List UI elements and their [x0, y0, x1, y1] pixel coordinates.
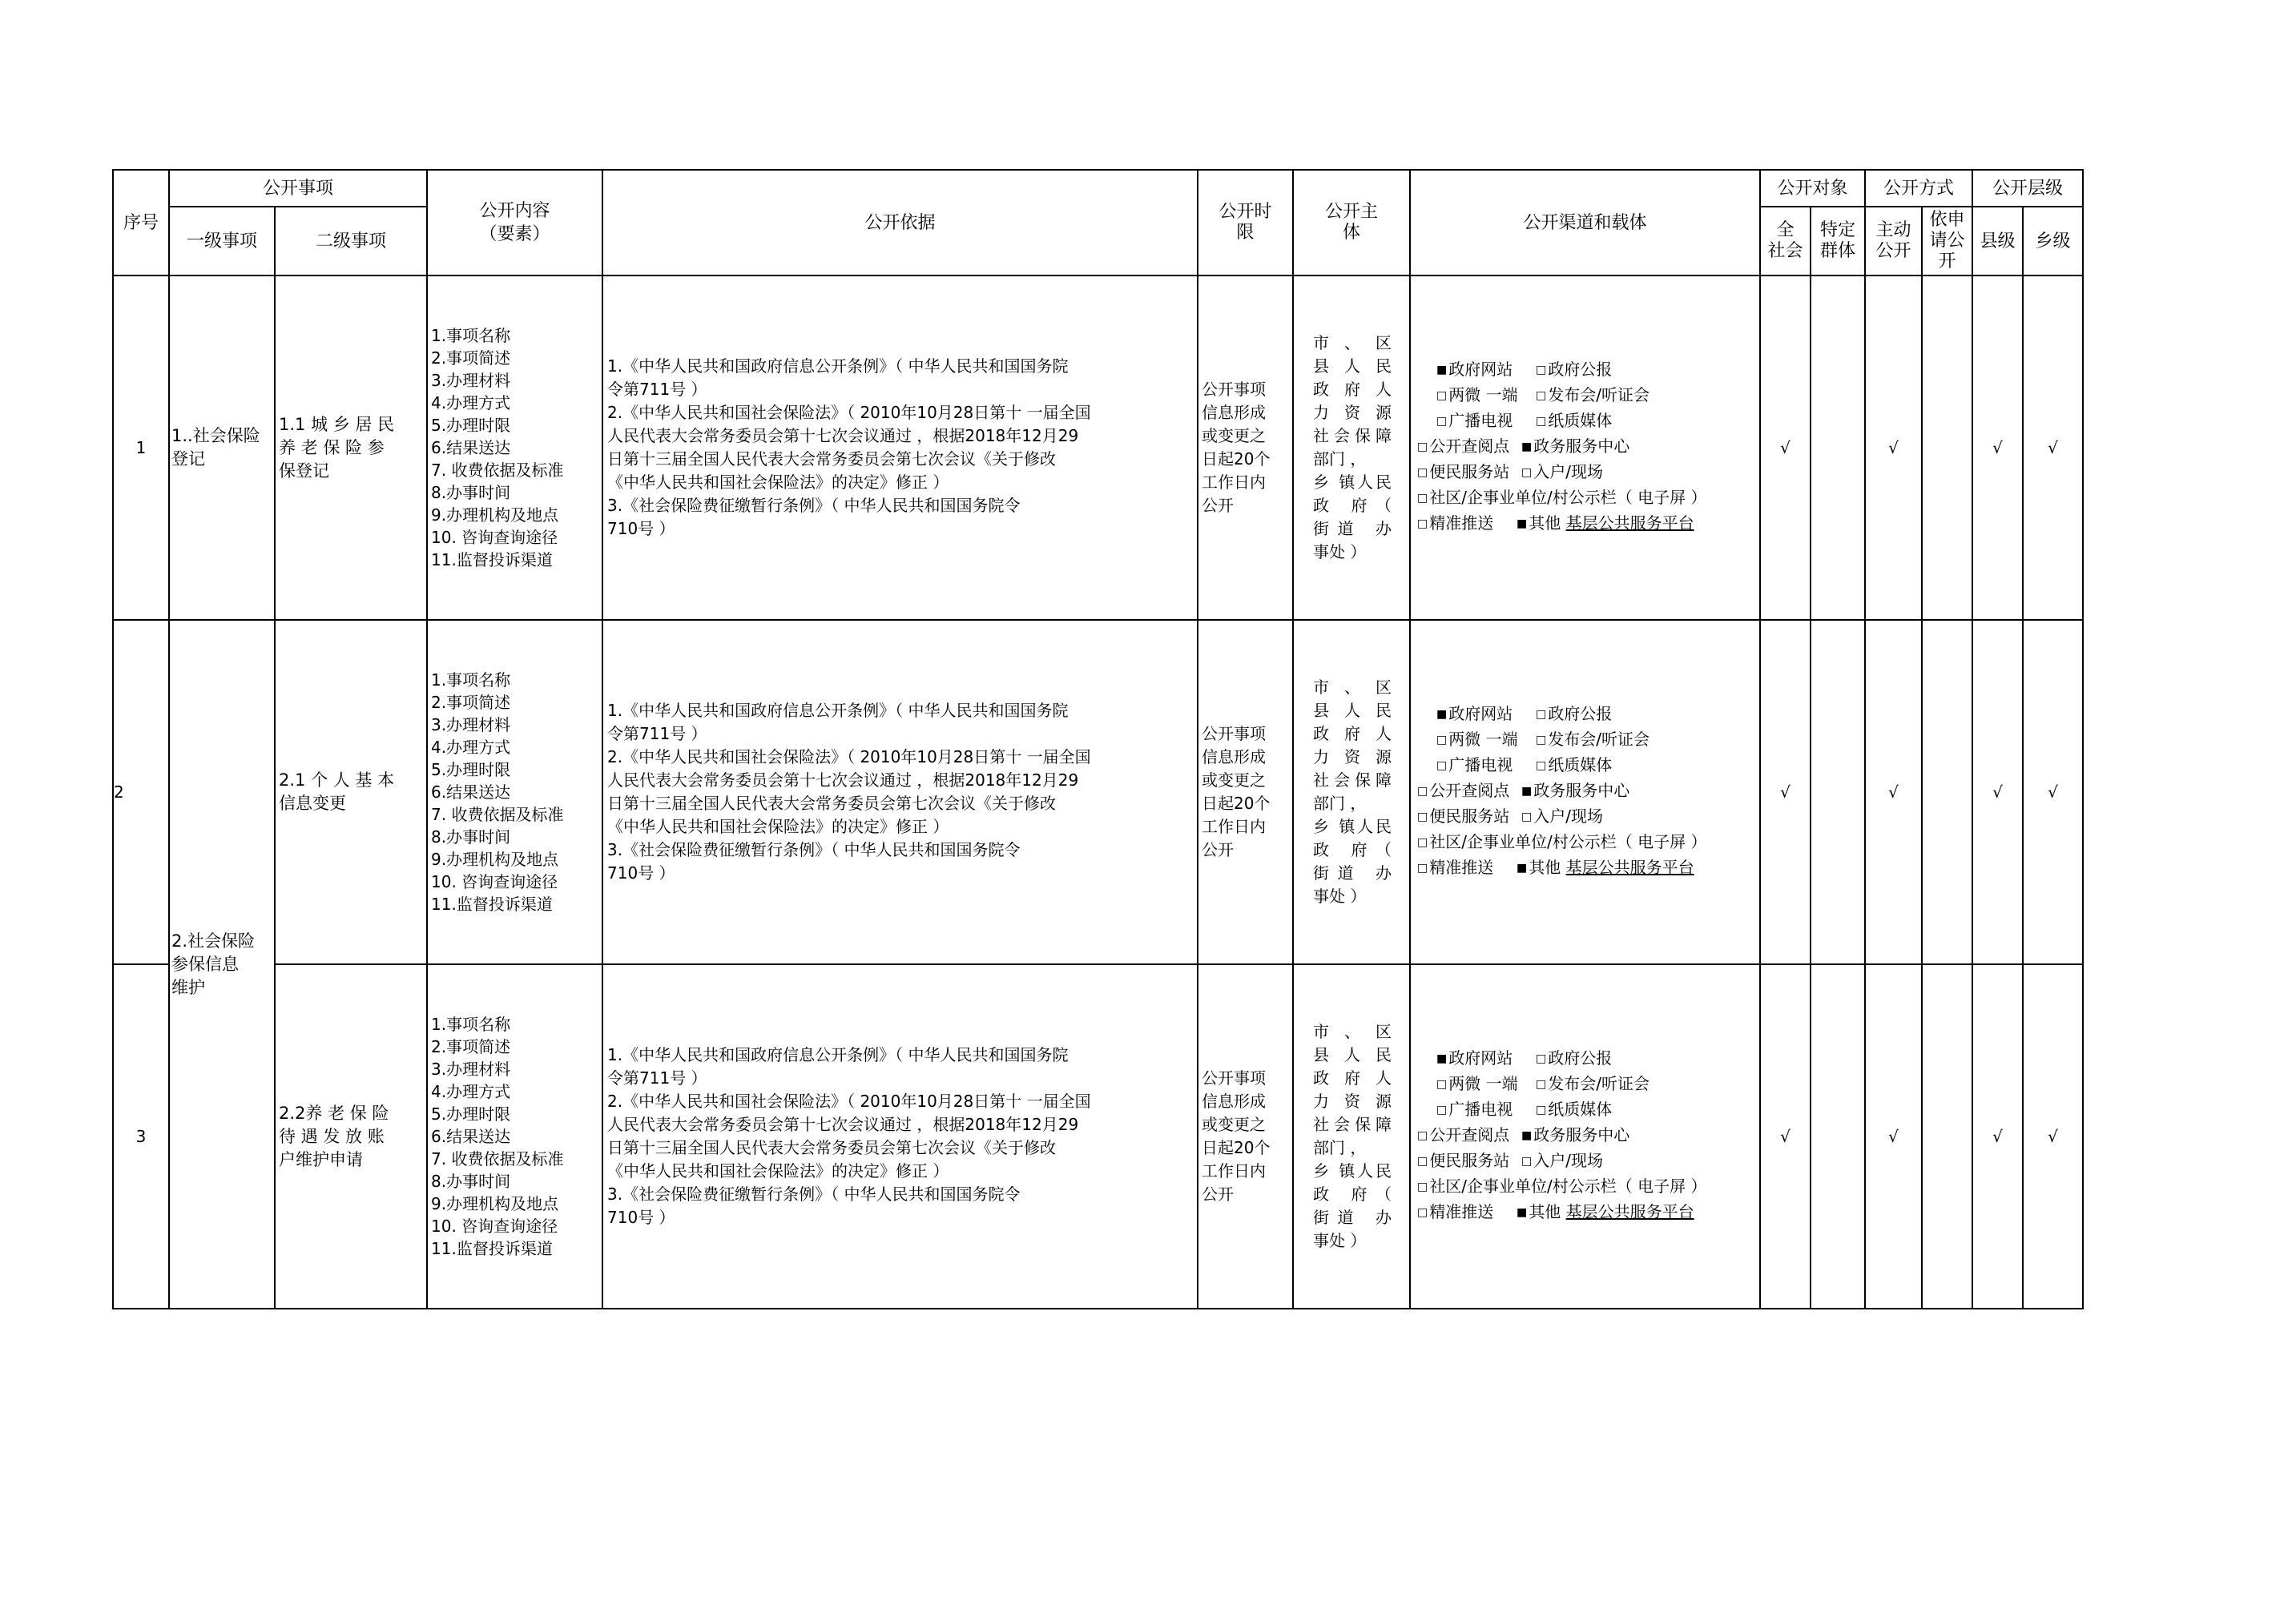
level1-cell: 2.社会保险 参保信息 维护 — [169, 620, 275, 1309]
channels-cell: ■ 政府网站 □ 政府公报 □ 两微 一端 □ 发布会/听证会 □ 广播电视 □ 纸质媒体 □ 公开查阅点 ■ 政务服务中心 □ 便民服务站 □ 入户/现场 □ 社区/企事业单位/村公示栏（ 电子屏 ） □ 精准推送 ■ 其他 基层公共服务平台 — [1410, 964, 1760, 1309]
seq-cell: 1 — [113, 276, 169, 620]
method-active-check: √ — [1865, 276, 1922, 620]
method-header: 公开方式 — [1865, 170, 1972, 207]
level-township-check: √ — [2023, 964, 2083, 1309]
level2-item-header: 二级事项 — [275, 207, 427, 276]
channels-cell: ■ 政府网站 □ 政府公报 □ 两微 一端 □ 发布会/听证会 □ 广播电视 □ 纸质媒体 □ 公开查阅点 ■ 政务服务中心 □ 便民服务站 □ 入户/现场 □ 社区/企事业单位/村公示栏（ 电子屏 ） □ 精准推送 ■ 其他 基层公共服务平台 — [1410, 276, 1760, 620]
level-header: 公开层级 — [1972, 170, 2083, 207]
target-specific-header: 特定 群体 — [1811, 207, 1865, 276]
level1-cell: 1..社会保险 登记 — [169, 276, 275, 620]
level-county-header: 县级 — [1972, 207, 2023, 276]
target-header: 公开对象 — [1760, 170, 1865, 207]
disclosure-item-header: 公开事项 — [169, 170, 427, 207]
level-county-check: √ — [1972, 276, 2023, 620]
contents-cell: 1.事项名称 2.事项简述 3.办理材料 4.办理方式 5.办理时限 6.结果送达 7. 收费依据及标准 8.办事时间 9.办理机构及地点 10. 咨询查询途径 11.监督投诉渠道 — [427, 620, 602, 964]
level2-cell: 2.2养 老 保 险 待 遇 发 放 账 户维护申请 — [275, 964, 427, 1309]
contents-cell: 1.事项名称 2.事项简述 3.办理材料 4.办理方式 5.办理时限 6.结果送达 7. 收费依据及标准 8.办事时间 9.办理机构及地点 10. 咨询查询途径 11.监督投诉渠道 — [427, 276, 602, 620]
disclosure-table — [112, 169, 2084, 1309]
method-active-check: √ — [1865, 964, 1922, 1309]
target-specific-check — [1811, 964, 1865, 1309]
method-request-check — [1922, 276, 1972, 620]
header-row-1 — [113, 170, 2083, 207]
seq-header: 序号 — [113, 170, 169, 276]
table-row — [113, 964, 2083, 1309]
time-limit-cell: 公开事项 信息形成 或变更之 日起20个 工作日内 公开 — [1198, 964, 1293, 1309]
time-limit-header: 公开时 限 — [1198, 170, 1293, 276]
basis-cell: 1.《中华人民共和国政府信息公开条例》（ 中华人民共和国国务院 令第711号 ） 2.《中华人民共和国社会保险法》（ 2010年10月28日第十 一届全国 人民代表大会常务委员会第十七次会议通过 ，根据2018年12月29 日第十三届全国人民代表大会常务委员会第七次会议《关于修改 《中华人民共和国社会保险法》的决定》修正 ） 3.《社会保险费征缴暂行条例》（ 中华人民共和国国务院令 710号 ） — [602, 276, 1198, 620]
level1-item-header: 一级事项 — [169, 207, 275, 276]
target-all-header: 全 社会 — [1760, 207, 1811, 276]
subject-cell: 市 、 区 县 人 民 政 府 人 力 资 源 社会保障 部门 ， 乡 镇人民 政 府（ 街道 办 事处 ） — [1293, 620, 1410, 964]
level-township-check: √ — [2023, 620, 2083, 964]
method-request-check — [1922, 964, 1972, 1309]
subject-cell: 市 、 区 县 人 民 政 府 人 力 资 源 社会保障 部门 ， 乡 镇人民 政 府（ 街道 办 事处 ） — [1293, 276, 1410, 620]
basis-cell: 1.《中华人民共和国政府信息公开条例》（ 中华人民共和国国务院 令第711号 ） 2.《中华人民共和国社会保险法》（ 2010年10月28日第十 一届全国 人民代表大会常务委员会第十七次会议通过 ，根据2018年12月29 日第十三届全国人民代表大会常务委员会第七次会议《关于修改 《中华人民共和国社会保险法》的决定》修正 ） 3.《社会保险费征缴暂行条例》（ 中华人民共和国国务院令 710号 ） — [602, 964, 1198, 1309]
level2-cell: 2.1 个 人 基 本 信息变更 — [275, 620, 427, 964]
method-active-header: 主动 公开 — [1865, 207, 1922, 276]
target-all-check: √ — [1760, 620, 1811, 964]
level-county-check: √ — [1972, 620, 2023, 964]
table-row — [113, 620, 2083, 964]
level-township-header: 乡级 — [2023, 207, 2083, 276]
channel-header: 公开渠道和载体 — [1410, 170, 1760, 276]
level-county-check: √ — [1972, 964, 2023, 1309]
time-limit-cell: 公开事项 信息形成 或变更之 日起20个 工作日内 公开 — [1198, 620, 1293, 964]
contents-cell: 1.事项名称 2.事项简述 3.办理材料 4.办理方式 5.办理时限 6.结果送达 7. 收费依据及标准 8.办事时间 9.办理机构及地点 10. 咨询查询途径 11.监督投诉渠道 — [427, 964, 602, 1309]
target-all-check: √ — [1760, 276, 1811, 620]
basis-header: 公开依据 — [602, 170, 1198, 276]
target-specific-check — [1811, 620, 1865, 964]
level2-cell: 1.1 城 乡 居 民 养 老 保 险 参 保登记 — [275, 276, 427, 620]
table-row — [113, 276, 2083, 620]
basis-cell: 1.《中华人民共和国政府信息公开条例》（ 中华人民共和国国务院 令第711号 ） 2.《中华人民共和国社会保险法》（ 2010年10月28日第十 一届全国 人民代表大会常务委员会第十七次会议通过 ，根据2018年12月29 日第十三届全国人民代表大会常务委员会第七次会议《关于修改 《中华人民共和国社会保险法》的决定》修正 ） 3.《社会保险费征缴暂行条例》（ 中华人民共和国国务院令 710号 ） — [602, 620, 1198, 964]
target-specific-check — [1811, 276, 1865, 620]
time-limit-cell: 公开事项 信息形成 或变更之 日起20个 工作日内 公开 — [1198, 276, 1293, 620]
method-request-header: 依申 请公 开 — [1922, 207, 1972, 276]
channels-cell: ■ 政府网站 □ 政府公报 □ 两微 一端 □ 发布会/听证会 □ 广播电视 □ 纸质媒体 □ 公开查阅点 ■ 政务服务中心 □ 便民服务站 □ 入户/现场 □ 社区/企事业单位/村公示栏（ 电子屏 ） □ 精准推送 ■ 其他 基层公共服务平台 — [1410, 620, 1760, 964]
subject-header: 公开主 体 — [1293, 170, 1410, 276]
method-active-check: √ — [1865, 620, 1922, 964]
seq-cell: 3 — [113, 964, 169, 1309]
seq-cell: 2 — [113, 620, 169, 964]
target-all-check: √ — [1760, 964, 1811, 1309]
level-township-check: √ — [2023, 276, 2083, 620]
method-request-check — [1922, 620, 1972, 964]
content-header: 公开内容 （要素） — [427, 170, 602, 276]
subject-cell: 市 、 区 县 人 民 政 府 人 力 资 源 社会保障 部门 ， 乡 镇人民 政 府（ 街道 办 事处 ） — [1293, 964, 1410, 1309]
